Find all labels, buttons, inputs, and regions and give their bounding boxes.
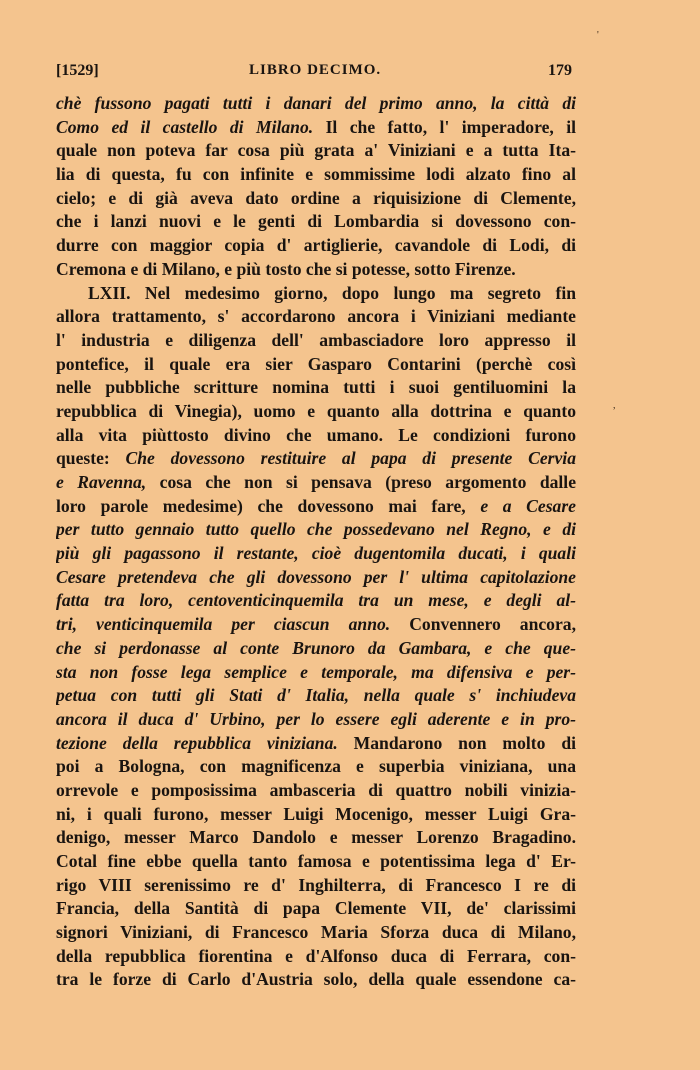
roman-text: tra le forze di Carlo d'Austria solo, della quale essendone ca- [56, 969, 576, 990]
text-line [56, 874, 576, 898]
text-line [56, 566, 576, 590]
text-line [56, 234, 576, 258]
text-line [56, 850, 576, 874]
roman-text: poi a Bologna, con magnificenza e superbia viniziana, una [56, 756, 576, 777]
italic-text: che si perdonasse al conte Brunoro da Gambara, e che que- [56, 637, 576, 658]
roman-text: rigo VIII serenissimo re d' Inghilterra, di Francesco I re di [56, 874, 576, 895]
text-line [56, 732, 576, 756]
roman-text: cosa che non si pensava (preso argomento dalle [146, 472, 576, 492]
roman-text: Francia, della Santità di papa Clemente VII, de' clarissimi [56, 898, 576, 919]
roman-text: orrevole e pomposissima ambasceria di quattro nobili vinizia- [56, 779, 576, 800]
italic-text: fatta tra loro, centoventicinquemila tra un mese, e degli al- [56, 590, 576, 611]
text-line [56, 92, 576, 116]
roman-text: lia di questa, fu con infinite e sommissime lodi alzato fino al [56, 164, 576, 185]
text-line [56, 329, 576, 353]
italic-text: tezione della repubblica viniziana. [56, 732, 338, 753]
page-number: 179 [548, 62, 572, 79]
text-line [56, 258, 576, 282]
roman-text: Il che fatto, l' imperadore, il [313, 116, 576, 137]
roman-text: allora trattamento, s' accordarono ancora i Viniziani mediante [56, 306, 576, 327]
roman-text: repubblica di Vinegia), uomo e quanto alla dottrina e quanto [56, 400, 576, 421]
text-line [56, 139, 576, 163]
text-line [56, 495, 576, 519]
text-line [56, 589, 576, 613]
roman-text: queste: [56, 448, 126, 469]
roman-text: Convennero ancora, [390, 614, 576, 635]
text-line [56, 376, 576, 400]
text-line [56, 353, 576, 377]
text-line [56, 210, 576, 234]
text-line [56, 755, 576, 779]
text-line [56, 447, 576, 471]
text-line [56, 661, 576, 685]
year-marker: [1529] [56, 62, 99, 79]
italic-text: sta non fosse lega semplice e temporale, ma difensiva e per- [56, 661, 576, 682]
roman-text: nelle pubbliche scritture nomina tutti i suoi gentiluomini la [56, 377, 576, 398]
text-line [56, 187, 576, 211]
roman-text: denigo, messer Marco Dandolo e messer Lorenzo Bragadino. [56, 827, 576, 848]
text-line [56, 542, 576, 566]
text-line [56, 471, 576, 495]
book-page [56, 58, 576, 992]
italic-text: chè fussono pagati tutti i danari del primo anno, la città di [56, 93, 576, 113]
italic-text: Cesare pretendeva che gli dovessono per l' ultima capitolazione [56, 566, 576, 587]
italic-text: e Ravenna, [56, 472, 147, 492]
text-line [56, 945, 576, 969]
italic-text: petua con tutti gli Stati d' Italia, nella quale s' inchiudeva [56, 685, 576, 706]
roman-text: LXII. Nel medesimo giorno, dopo lungo ma segreto fin [88, 282, 576, 303]
scan-speck: ' [597, 30, 599, 41]
text-line [56, 163, 576, 187]
roman-text: Cremona e di Milano, e più tosto che si potesse, sotto Firenze. [56, 258, 516, 279]
roman-text: cielo; e di già aveva dato ordine a riquisizione di Clemente, [56, 187, 576, 208]
text-line [56, 803, 576, 827]
text-line [56, 684, 576, 708]
italic-text: più gli pagassono il restante, cioè dugentomila ducati, i quali [56, 543, 576, 564]
running-head [56, 58, 576, 84]
italic-text: ancora il duca d' Urbino, per lo essere egli aderente e in pro- [56, 708, 576, 729]
text-line [56, 968, 576, 992]
text-line [56, 637, 576, 661]
scan-speck: , [613, 400, 616, 411]
book-title: LIBRO DECIMO. [249, 62, 382, 78]
text-line [56, 826, 576, 850]
roman-text: loro parole medesime) che dovessono mai fare, [56, 495, 481, 516]
text-line [56, 282, 576, 306]
roman-text: Mandarono non molto di [337, 732, 576, 753]
roman-text: Cotal fine ebbe quella tanto famosa e potentissima lega d' Er- [56, 851, 576, 871]
roman-text: signori Viniziani, di Francesco Maria Sforza duca di Milano, [56, 922, 576, 943]
text-line [56, 424, 576, 448]
roman-text: alla vita piùttosto divino che umano. Le condizioni furono [56, 424, 576, 445]
roman-text: che i lanzi nuovi e le genti di Lombardia si dovessono con- [56, 211, 576, 232]
italic-text: per tutto gennaio tutto quello che possedevano nel Regno, e di [56, 519, 576, 540]
text-line [56, 708, 576, 732]
italic-text: Che dovessono restituire al papa di presente Cervia [125, 448, 576, 469]
roman-text: quale non poteva far cosa più grata a' Viniziani e a tutta Ita- [56, 140, 576, 161]
text-line [56, 921, 576, 945]
roman-text: l' industria e diligenza dell' ambasciadore loro appresso il [56, 329, 576, 350]
text-line [56, 779, 576, 803]
text-line [56, 400, 576, 424]
roman-text: pontefice, il quale era sier Gasparo Contarini (perchè così [56, 353, 576, 374]
roman-text: della repubblica fiorentina e d'Alfonso duca di Ferrara, con- [56, 945, 576, 966]
roman-text: ni, i quali furono, messer Luigi Mocenigo, messer Luigi Gra- [56, 803, 576, 824]
italic-text: Como ed il castello di Milano. [56, 116, 314, 137]
text-line [56, 613, 576, 637]
text-line [56, 116, 576, 140]
italic-text: tri, venticinquemila per ciascun anno. [56, 614, 391, 635]
text-line [56, 897, 576, 921]
text-line [56, 305, 576, 329]
roman-text: durre con maggior copia d' artiglierie, cavandole di Lodi, di [56, 235, 576, 256]
italic-text: e a Cesare [480, 495, 576, 516]
body-text [56, 92, 576, 992]
text-line [56, 518, 576, 542]
